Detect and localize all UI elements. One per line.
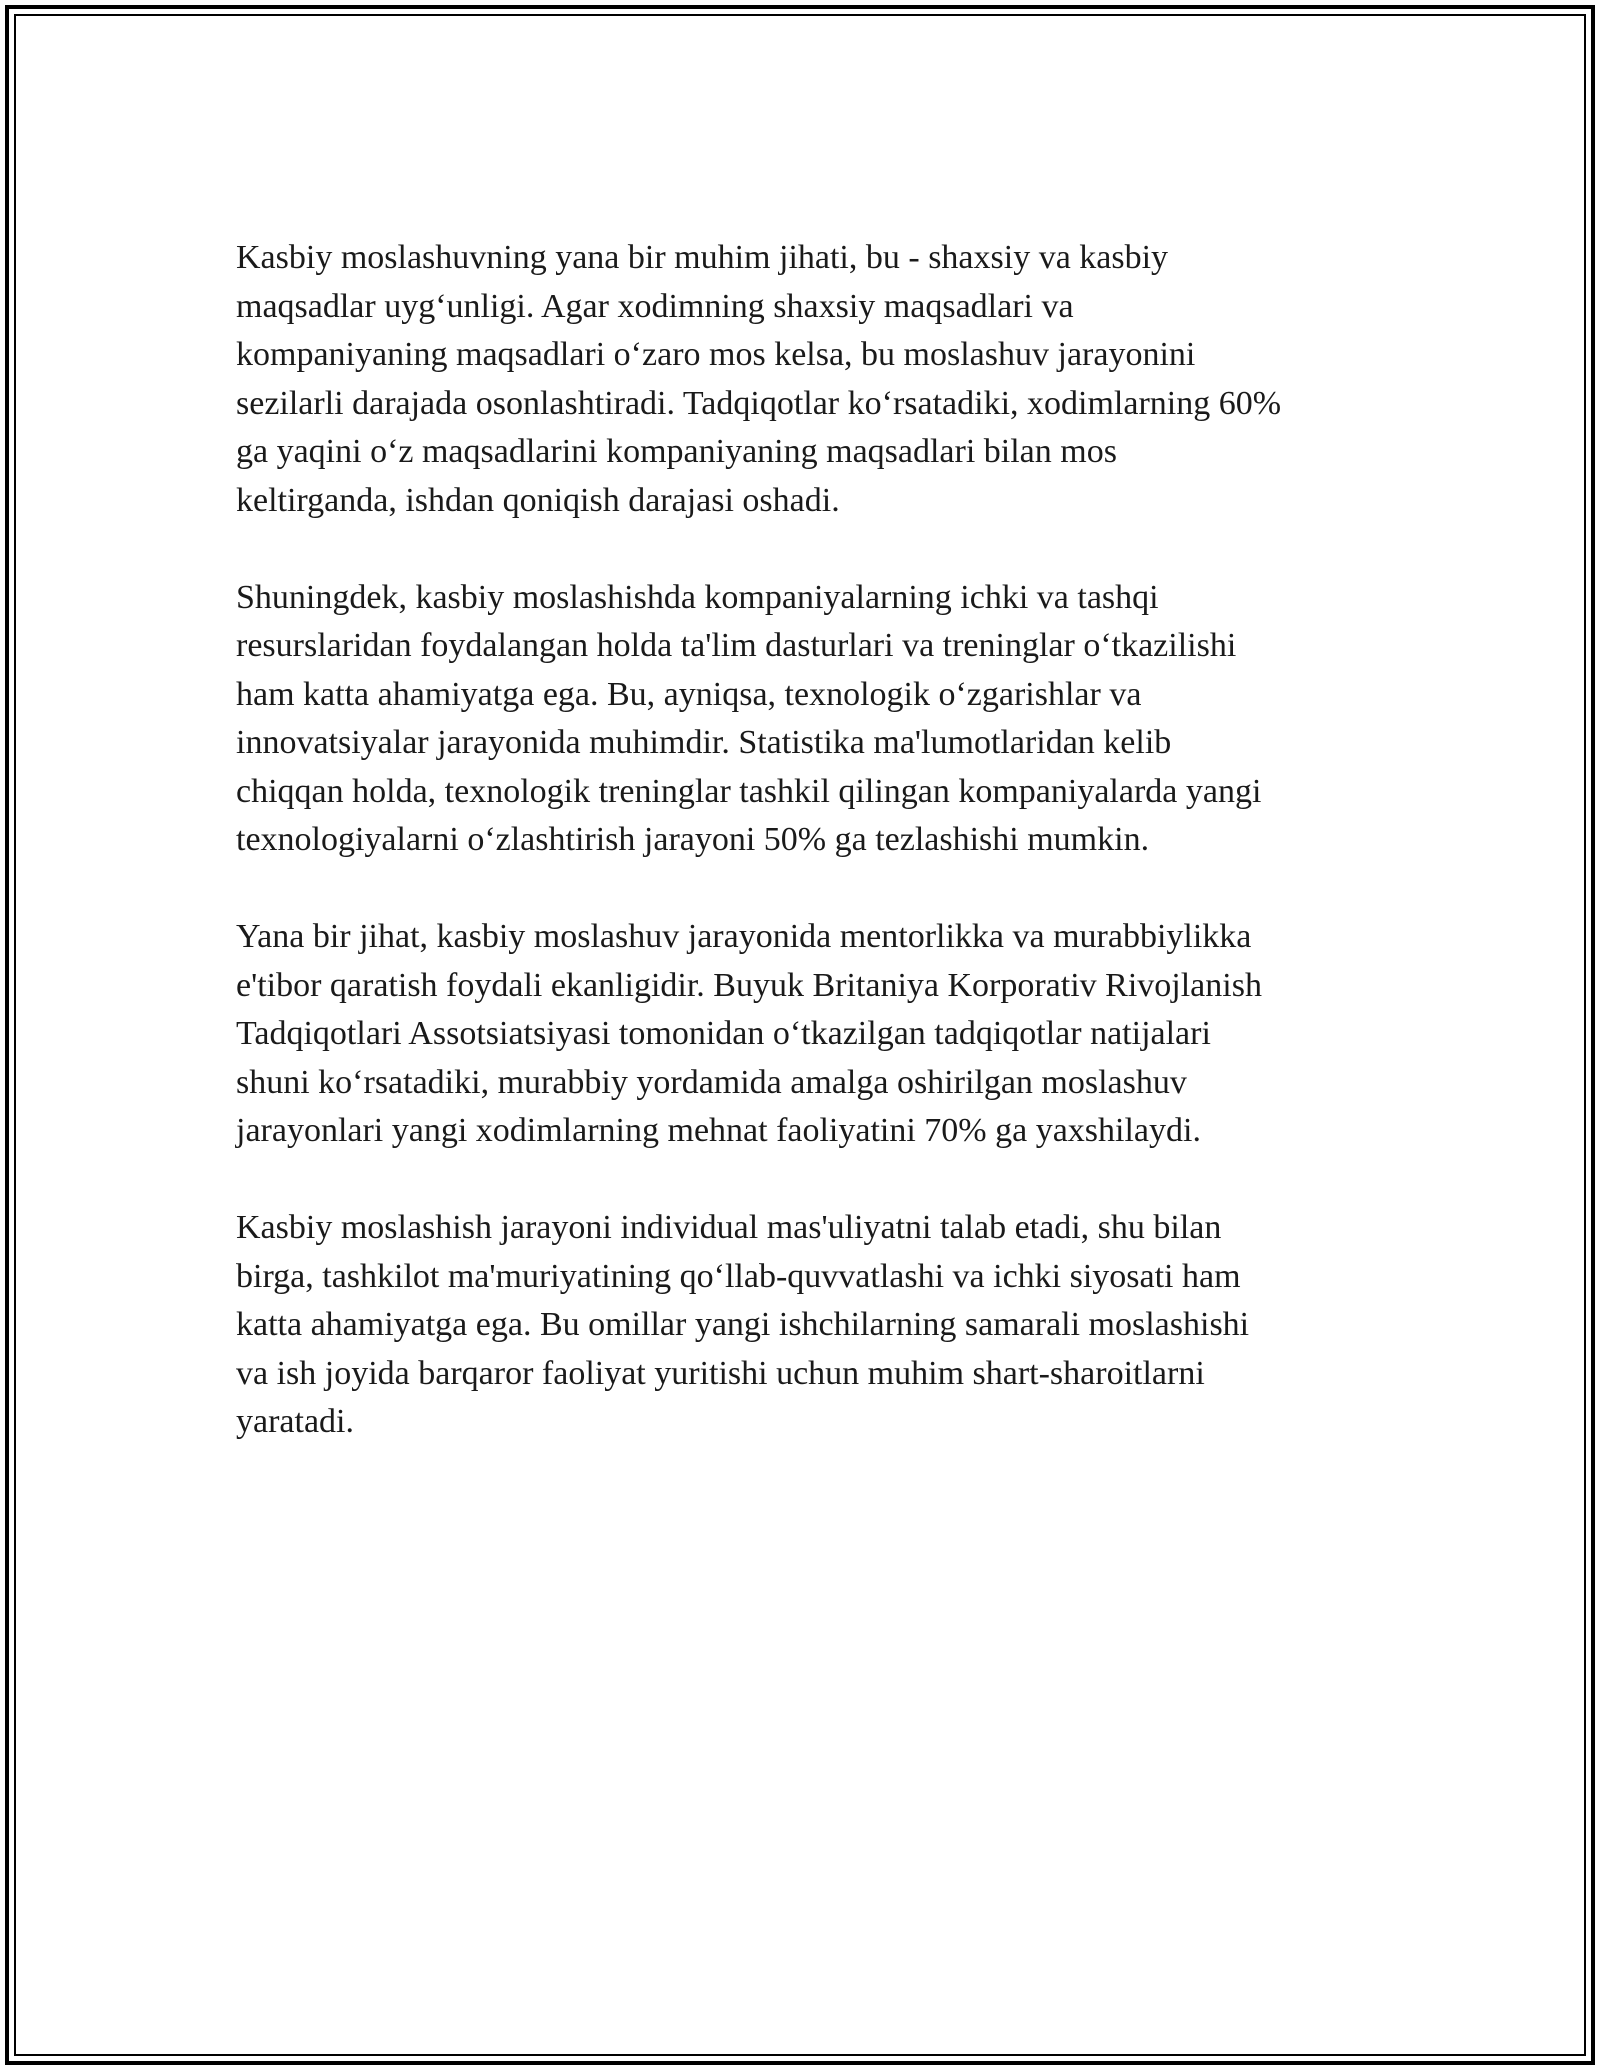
paragraph-4 <box>236 1204 1396 1447</box>
paragraph-line: ga yaqini o‘z maqsadlarini kompaniyaning maqsadlari bilan mos <box>236 433 1117 470</box>
paragraph-line: e'tibor qaratish foydali ekanligidir. Buyuk Britaniya Korporativ Rivojlanish <box>236 966 1262 1004</box>
paragraph-line: Kasbiy moslashish jarayoni individual mas'uliyatni talab etadi, shu bilan <box>236 1209 1222 1246</box>
paragraph-line: kompaniyaning maqsadlari o‘zaro mos kelsa, bu moslashuv jarayonini <box>236 336 1196 373</box>
paragraph-line: maqsadlar uyg‘unligi. Agar xodimning shaxsiy maqsadlari va <box>236 287 1074 325</box>
paragraph-line: innovatsiyalar jarayonida muhimdir. Statistika ma'lumotlaridan kelib <box>236 724 1172 761</box>
paragraph-line: shuni ko‘rsatadiki, murabbiy yordamida amalga oshirilgan moslashuv <box>236 1063 1187 1101</box>
paragraph-line: va ish joyida barqaror faoliyat yuritishi uchun muhim shart-sharoitlarni <box>236 1354 1205 1392</box>
paragraph-line: jarayonlari yangi xodimlarning mehnat faoliyatini 70% ga yaxshilaydi. <box>236 1112 1201 1149</box>
paragraph-line: yaratadi. <box>236 1403 354 1440</box>
paragraph-2 <box>236 574 1396 865</box>
paragraph-line: sezilarli darajada osonlashtiradi. Tadqiqotlar ko‘rsatadiki, xodimlarning 60% <box>236 384 1282 422</box>
paragraph-line: keltirganda, ishdan qoniqish darajasi oshadi. <box>236 481 840 519</box>
paragraph-line: Yana bir jihat, kasbiy moslashuv jarayonida mentorlikka va murabbiylikka <box>236 918 1252 955</box>
paragraph-line: texnologiyalarni o‘zlashtirish jarayoni 50% ga tezlashishi mumkin. <box>236 821 1150 858</box>
paragraph-line: Tadqiqotlari Assotsiatsiyasi tomonidan o‘tkazilgan tadqiqotlar natijalari <box>236 1015 1211 1052</box>
paragraph-line: Shuningdek, kasbiy moslashishda kompaniyalarning ichki va tashqi <box>236 578 1159 616</box>
paragraph-3 <box>236 913 1396 1156</box>
paragraph-1 <box>236 234 1396 525</box>
paragraph-line: katta ahamiyatga ega. Bu omillar yangi ishchilarning samarali moslashishi <box>236 1306 1250 1343</box>
paragraph-line: resurslaridan foydalangan holda ta'lim dasturlari va treninglar o‘tkazilishi <box>236 627 1237 664</box>
document-body <box>236 234 1396 1495</box>
paragraph-line: ham katta ahamiyatga ega. Bu, ayniqsa, texnologik o‘zgarishlar va <box>236 675 1142 713</box>
paragraph-line: birga, tashkilot ma'muriyatining qo‘llab-quvvatlashi va ichki siyosati ham <box>236 1257 1241 1295</box>
paragraph-line: Kasbiy moslashuvning yana bir muhim jihati, bu - shaxsiy va kasbiy <box>236 239 1169 276</box>
paragraph-line: chiqqan holda, texnologik treninglar tashkil qilingan kompaniyalarda yangi <box>236 772 1262 810</box>
